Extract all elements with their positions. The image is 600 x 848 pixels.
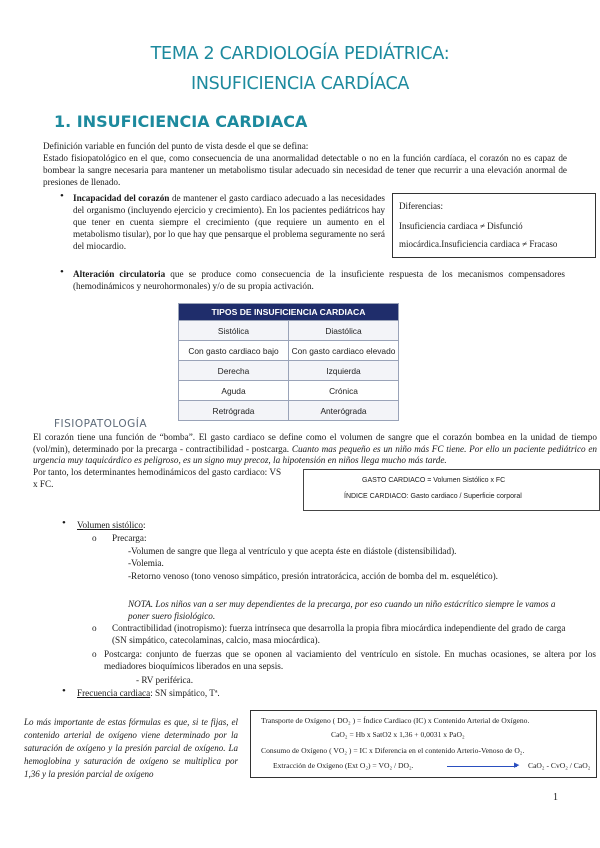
diferencias-line2: miocárdica.Insuficiencia cardiaca ≠ Fracaso [399,239,558,249]
postcarga: Postcarga: conjunto de fuerzas que se oponen al vaciamiento del ventrículo en sístole. En muchas ocasiones, se altera por los mediadores bioquímicos liberados en una sepsis. [104,649,596,671]
fisio-p1: El corazón tiene una función de “bomba”. El gasto cardiaco se define como el volumen de sangre que el corazón bombea en la unidad de tiempo (vol/min), determinado por la precarga - contractibilidad - postcarga. [33,432,597,454]
vol-sistolico: Volumen sistólico: [77,520,146,530]
table-cell: Con gasto cardiaco elevado [289,341,399,361]
table-cell: Derecha [179,361,289,381]
diferencias-box [392,193,596,258]
vol-sistolico-label: Volumen sistólico [77,520,143,530]
formula-gasto: GASTO CARDIACO = Volumen Sistólico x FC [362,477,506,484]
tipos-table-header: TIPOS DE INSUFICIENCIA CARDIACA [179,304,399,321]
fisio-p1-italic: Cuanto mas pequeño es un niño más FC tiene. Por ello un paciente pediátrico en urgencia muy taquicárdico es peligroso, es un signo muy precoz, la hipotensión en niños llega mucho más tarde. [33,443,598,465]
eq-consumo: Consumo de Oxígeno ( VO₂ ) = IC x Diferencia en el contenido Arterio-Venoso de O₂. [261,746,525,755]
formula-indice: ÍNDICE CARDIACO: Gasto cardiaco / Superficie corporal [344,493,522,500]
bullet-incapacidad [73,192,385,252]
precarga-note: NOTA. Los niños van a ser muy dependientes de la precarga, por eso cuando un niño estácrítico siempre le vamos a poner suero fisiológico. [128,599,556,621]
table-cell: Izquierda [289,361,399,381]
precarga-item: -Volemia. [128,558,164,568]
fisiopatologia-heading: FISIOPATOLOGÍA [54,418,148,430]
doc-title-line1: TEMA 2 CARDIOLOGÍA PEDIÁTRICA: [150,44,450,64]
precarga-label: Precarga: [112,533,147,543]
bullet-alteracion-text: que se produce como consecuencia de la insuficiente respuesta de los mecanismos compensadores (hemodinámicos y neurohormonales) y/o de su propia activación. [73,269,565,291]
table-cell: Con gasto cardiaco bajo [179,341,289,361]
bullet-dot: • [62,517,66,529]
bottom-note: Lo más importante de estas fórmulas es que, si te fijas, el contenido arterial de oxígeno viene determinado por la saturación de oxígeno y la presión parcial de oxígeno. La hemoglobina y saturación de oxígeno se multiplica por 1,36 y la presión parcial de oxígeno [24,717,238,779]
eq-extraccion-formula: CaO₂ - CvO₂ / CaO₂ [528,761,591,770]
table-cell: Aguda [179,381,289,401]
fisio-determinantes: Por tanto, los determinantes hemodinámicos del gasto cardiaco: VS x FC. [33,467,282,489]
formulas-box [303,469,600,511]
sub-bullet-o: o [92,649,97,659]
page-number: 1 [553,792,558,803]
eq-cao2: CaO₂ = Hb x SatO2 x 1,36 + 0,0031 x PaO₂ [331,730,465,739]
table-cell: Retrógrada [179,401,289,421]
bullet-incapacidad-text: de mantener el gasto cardiaco adecuado a las necesidades del organismo (incluyendo ejercicio y crecimiento). En los pacientes pediátricos hay que tener en cuenta siempre el crecimiento (que requiere un aumento en el metabolismo tisular), por lo que hay que pensarque el problema seguramente no será del miocardio. [73,193,385,251]
arrow-head-icon: ▶ [514,761,520,769]
bullet-alteracion [73,268,565,292]
table-cell: Crónica [289,381,399,401]
frecuencia [77,687,220,699]
table-cell: Sistólica [179,321,289,341]
frecuencia-label: Frecuencia cardiaca [77,688,151,698]
doc-title-line2: INSUFICIENCIA CARDÍACA [190,74,410,94]
tipos-table [178,303,399,421]
rv-item: - RV periférica. [136,675,194,685]
bullet-dot: • [60,190,64,202]
sub-bullet-o: o [92,623,97,633]
eq-transporte: Transporte de Oxígeno ( DO₂ ) = Índice Cardiaco (IC) x Contenido Arterial de Oxígeno. [261,716,530,725]
bullet-dot: • [60,266,64,278]
diferencias-title: Diferencias: [399,201,443,211]
definition-intro: Definición variable en función del punto de vista desde el que se defina: [43,141,309,151]
section-heading-insuficiencia: 1. INSUFICIENCIA CARDIACA [54,112,308,131]
precarga-item: -Retorno venoso (tono venoso simpático, presión intratorácica, acción de bomba del m. esquelético). [128,571,498,581]
bullet-dot: • [62,685,66,697]
equations-box [250,710,597,778]
definition-text: Estado fisiopatológico en el que, como consecuencia de una anormalidad detectable o no en la función cardíaca, el corazón no es capaz de bombear la sangre necesaria para mantener un metabolismo tisular adecuado sin necesidad de tener que recurrir a una elevación anormal de presiones de llenado. [43,153,567,187]
contractibilidad: Contractibilidad (inotropismo): fuerza intrínseca que desarrolla la propia fibra miocárdica independiente del grado de carga (SN simpático, catecolaminas, calcio, masa miocárdica). [112,623,566,645]
diferencias-line1: Insuficiencia cardiaca ≠ Disfunció [399,221,523,231]
arrow-line [447,766,517,767]
eq-extraccion: Extracción de Oxígeno (Ext O₂) = VO₂ / DO₂. [273,761,414,770]
frecuencia-text: : SN simpático, Tª. [150,688,220,698]
bullet-incapacidad-bold: Incapacidad del corazón [73,193,170,203]
table-cell: Anterógrada [289,401,399,421]
sub-bullet-o: o [92,533,97,543]
rv-text: RV periférica. [141,675,194,685]
table-cell: Diastólica [289,321,399,341]
precarga-item: -Volumen de sangre que llega al ventrículo y que acepta éste en diástole (distensibilidad). [128,546,457,556]
fisio-paragraph [33,432,597,467]
bullet-alteracion-bold: Alteración circulatoria [73,269,166,279]
